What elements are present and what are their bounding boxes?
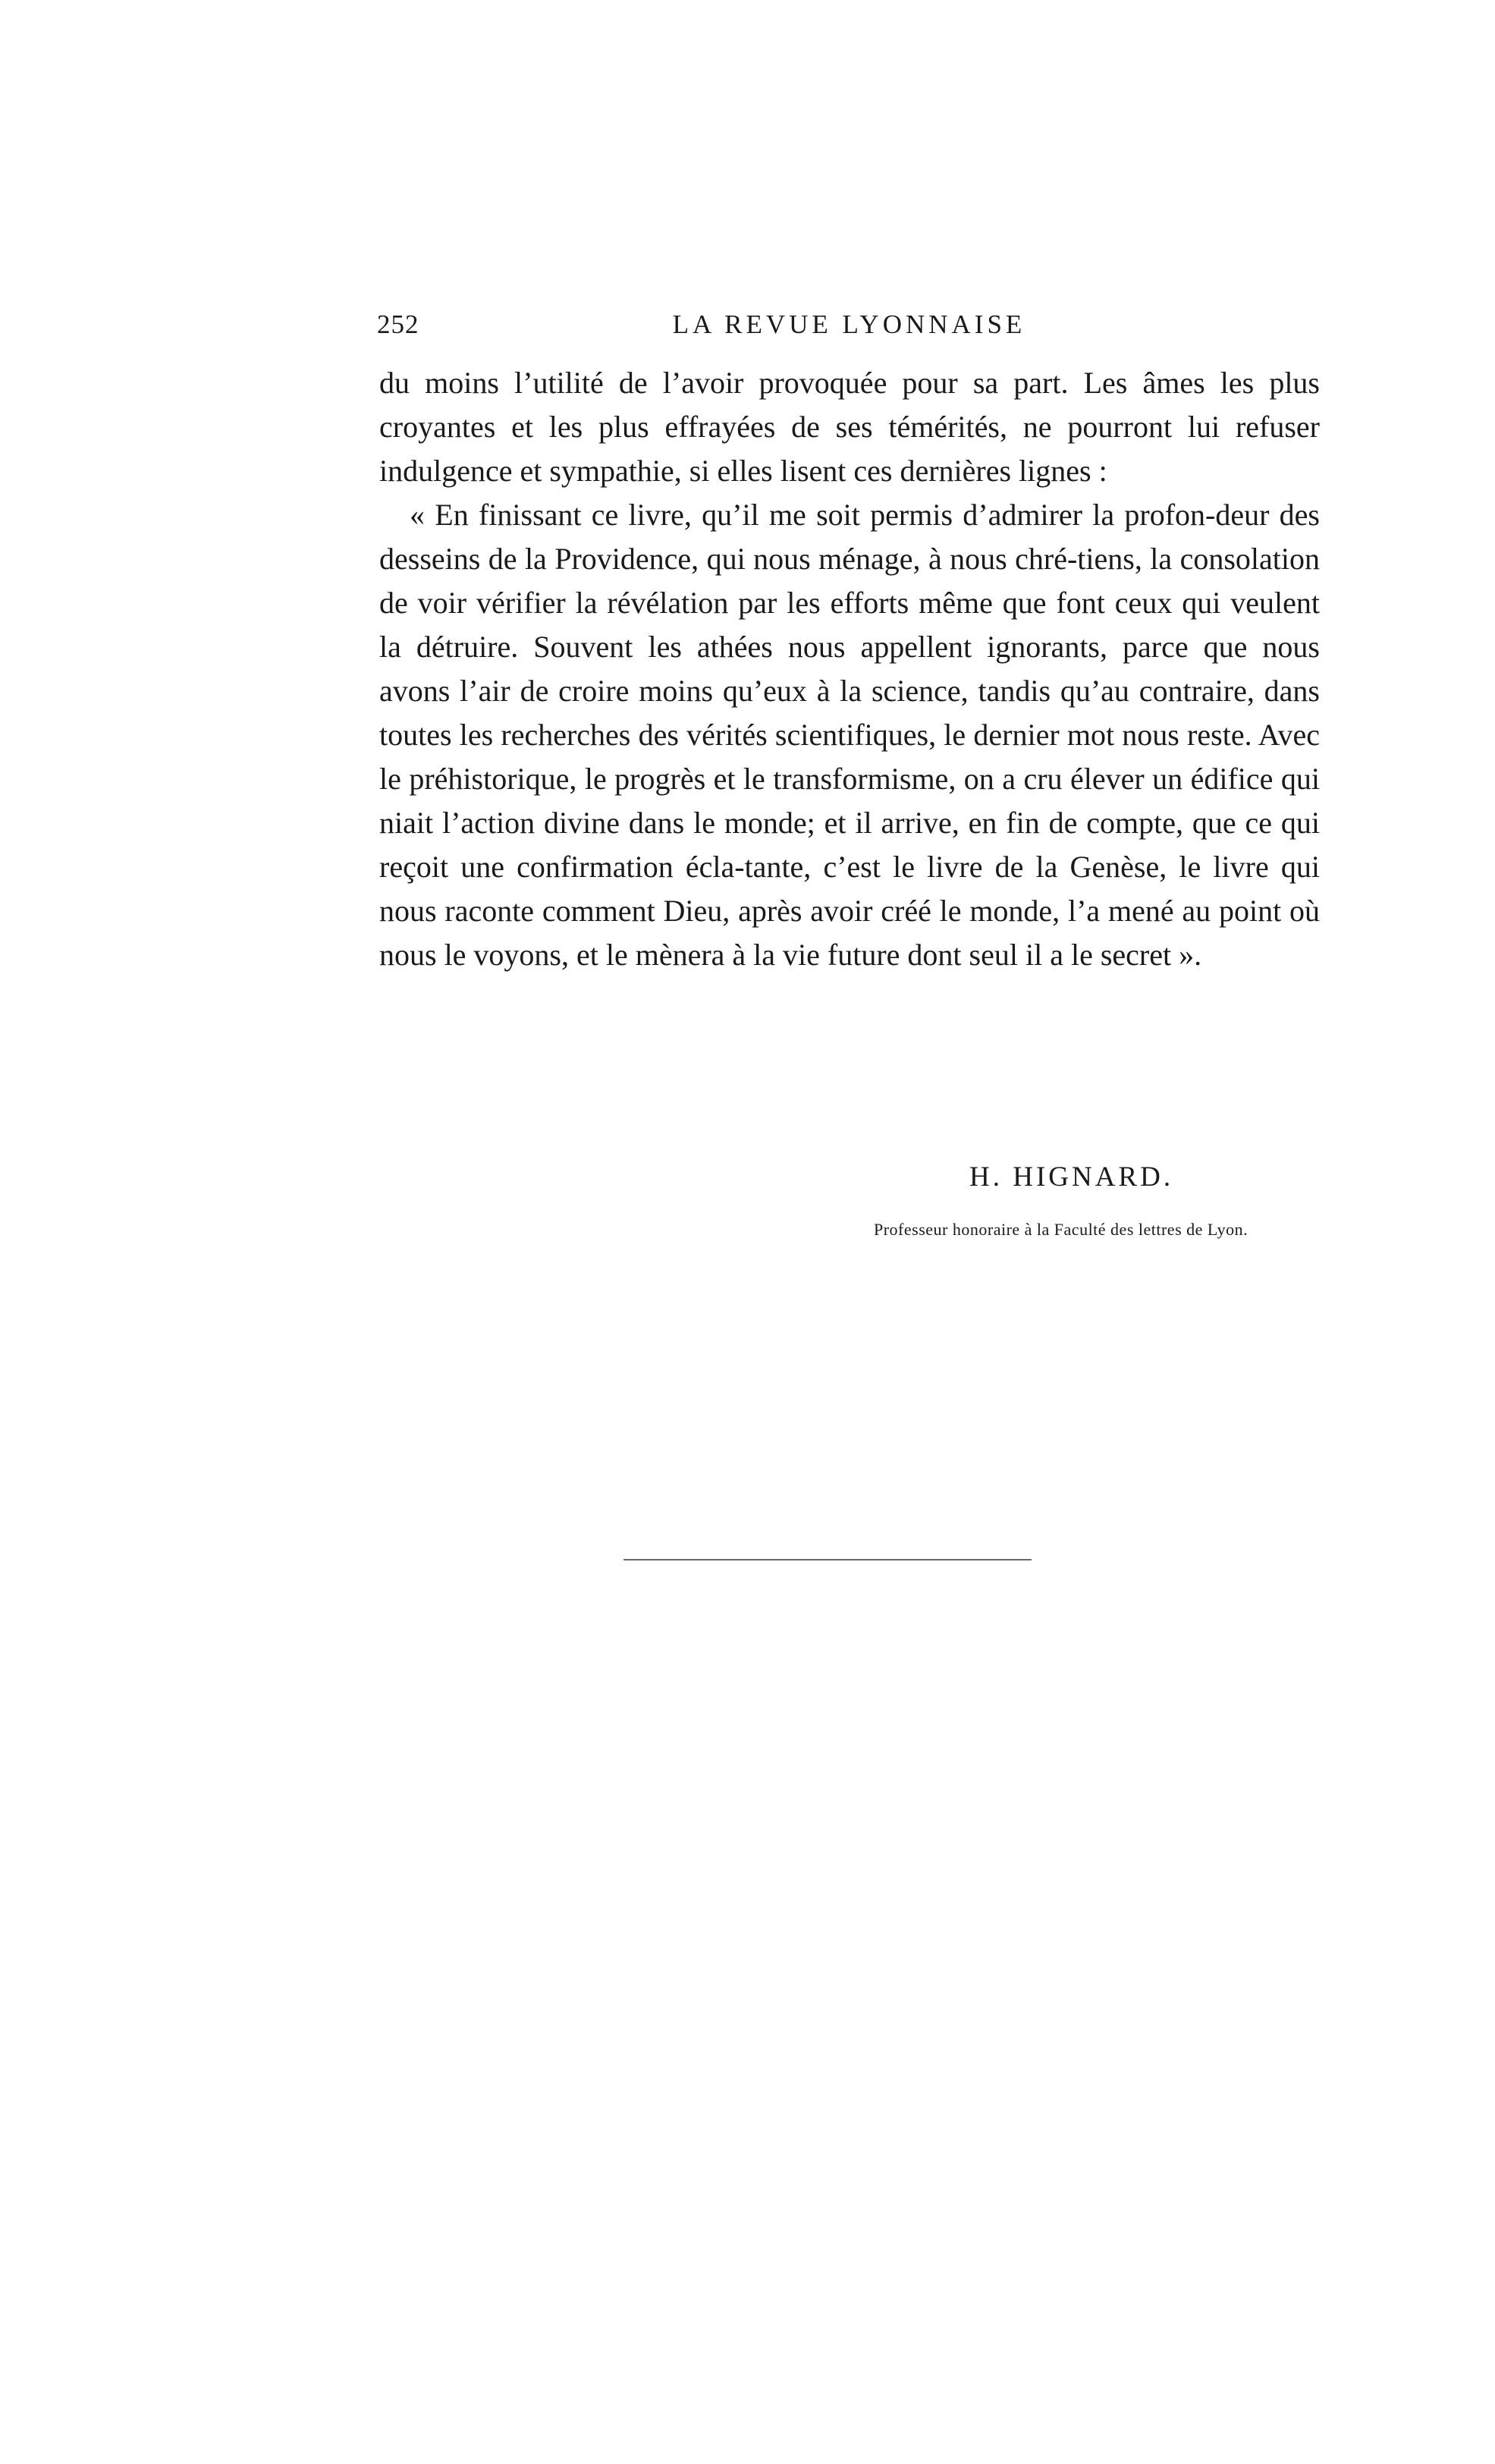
page-header — [377, 310, 1321, 352]
running-title: LA REVUE LYONNAISE — [672, 310, 1026, 339]
paragraph-1: du moins l’utilité de l’avoir provoquée pour sa part. Les âmes les plus croyantes et les plus effrayées de ses témérités, ne pourront lui refuser indulgence et sympathie, si elles lisent ces dernières lignes : — [379, 366, 1320, 488]
section-divider — [623, 1559, 1032, 1560]
author-affiliation: Professeur honoraire à la Faculté des lettres de Lyon. — [874, 1220, 1248, 1239]
article-body — [379, 361, 1320, 977]
author-signature: H. HIGNARD. — [969, 1161, 1174, 1193]
quoted-paragraph: « En finissant ce livre, qu’il me soit permis d’admirer la profon-deur des desseins de la Providence, qui nous ménage, à nous chré-tiens, la consolation de voir vérifier la révélation par les efforts même que font ceux qui veulent la détruire. Souvent les athées nous appellent ignorants, parce que nous avons l’air de croire moins qu’eux à la science, tandis qu’au contraire, dans toutes les recherches des vérités scientifiques, le dernier mot nous reste. Avec le préhistorique, le progrès et le transformisme, on a cru élever un édifice qui niait l’action divine dans le monde; et il arrive, en fin de compte, que ce qui reçoit une confirmation écla-tante, c’est le livre de la Genèse, le livre qui nous raconte comment Dieu, après avoir créé le monde, l’a mené au point où nous le voyons, et le mènera à la vie future dont seul il a le secret ». — [379, 498, 1320, 972]
page-number: 252 — [377, 310, 419, 339]
